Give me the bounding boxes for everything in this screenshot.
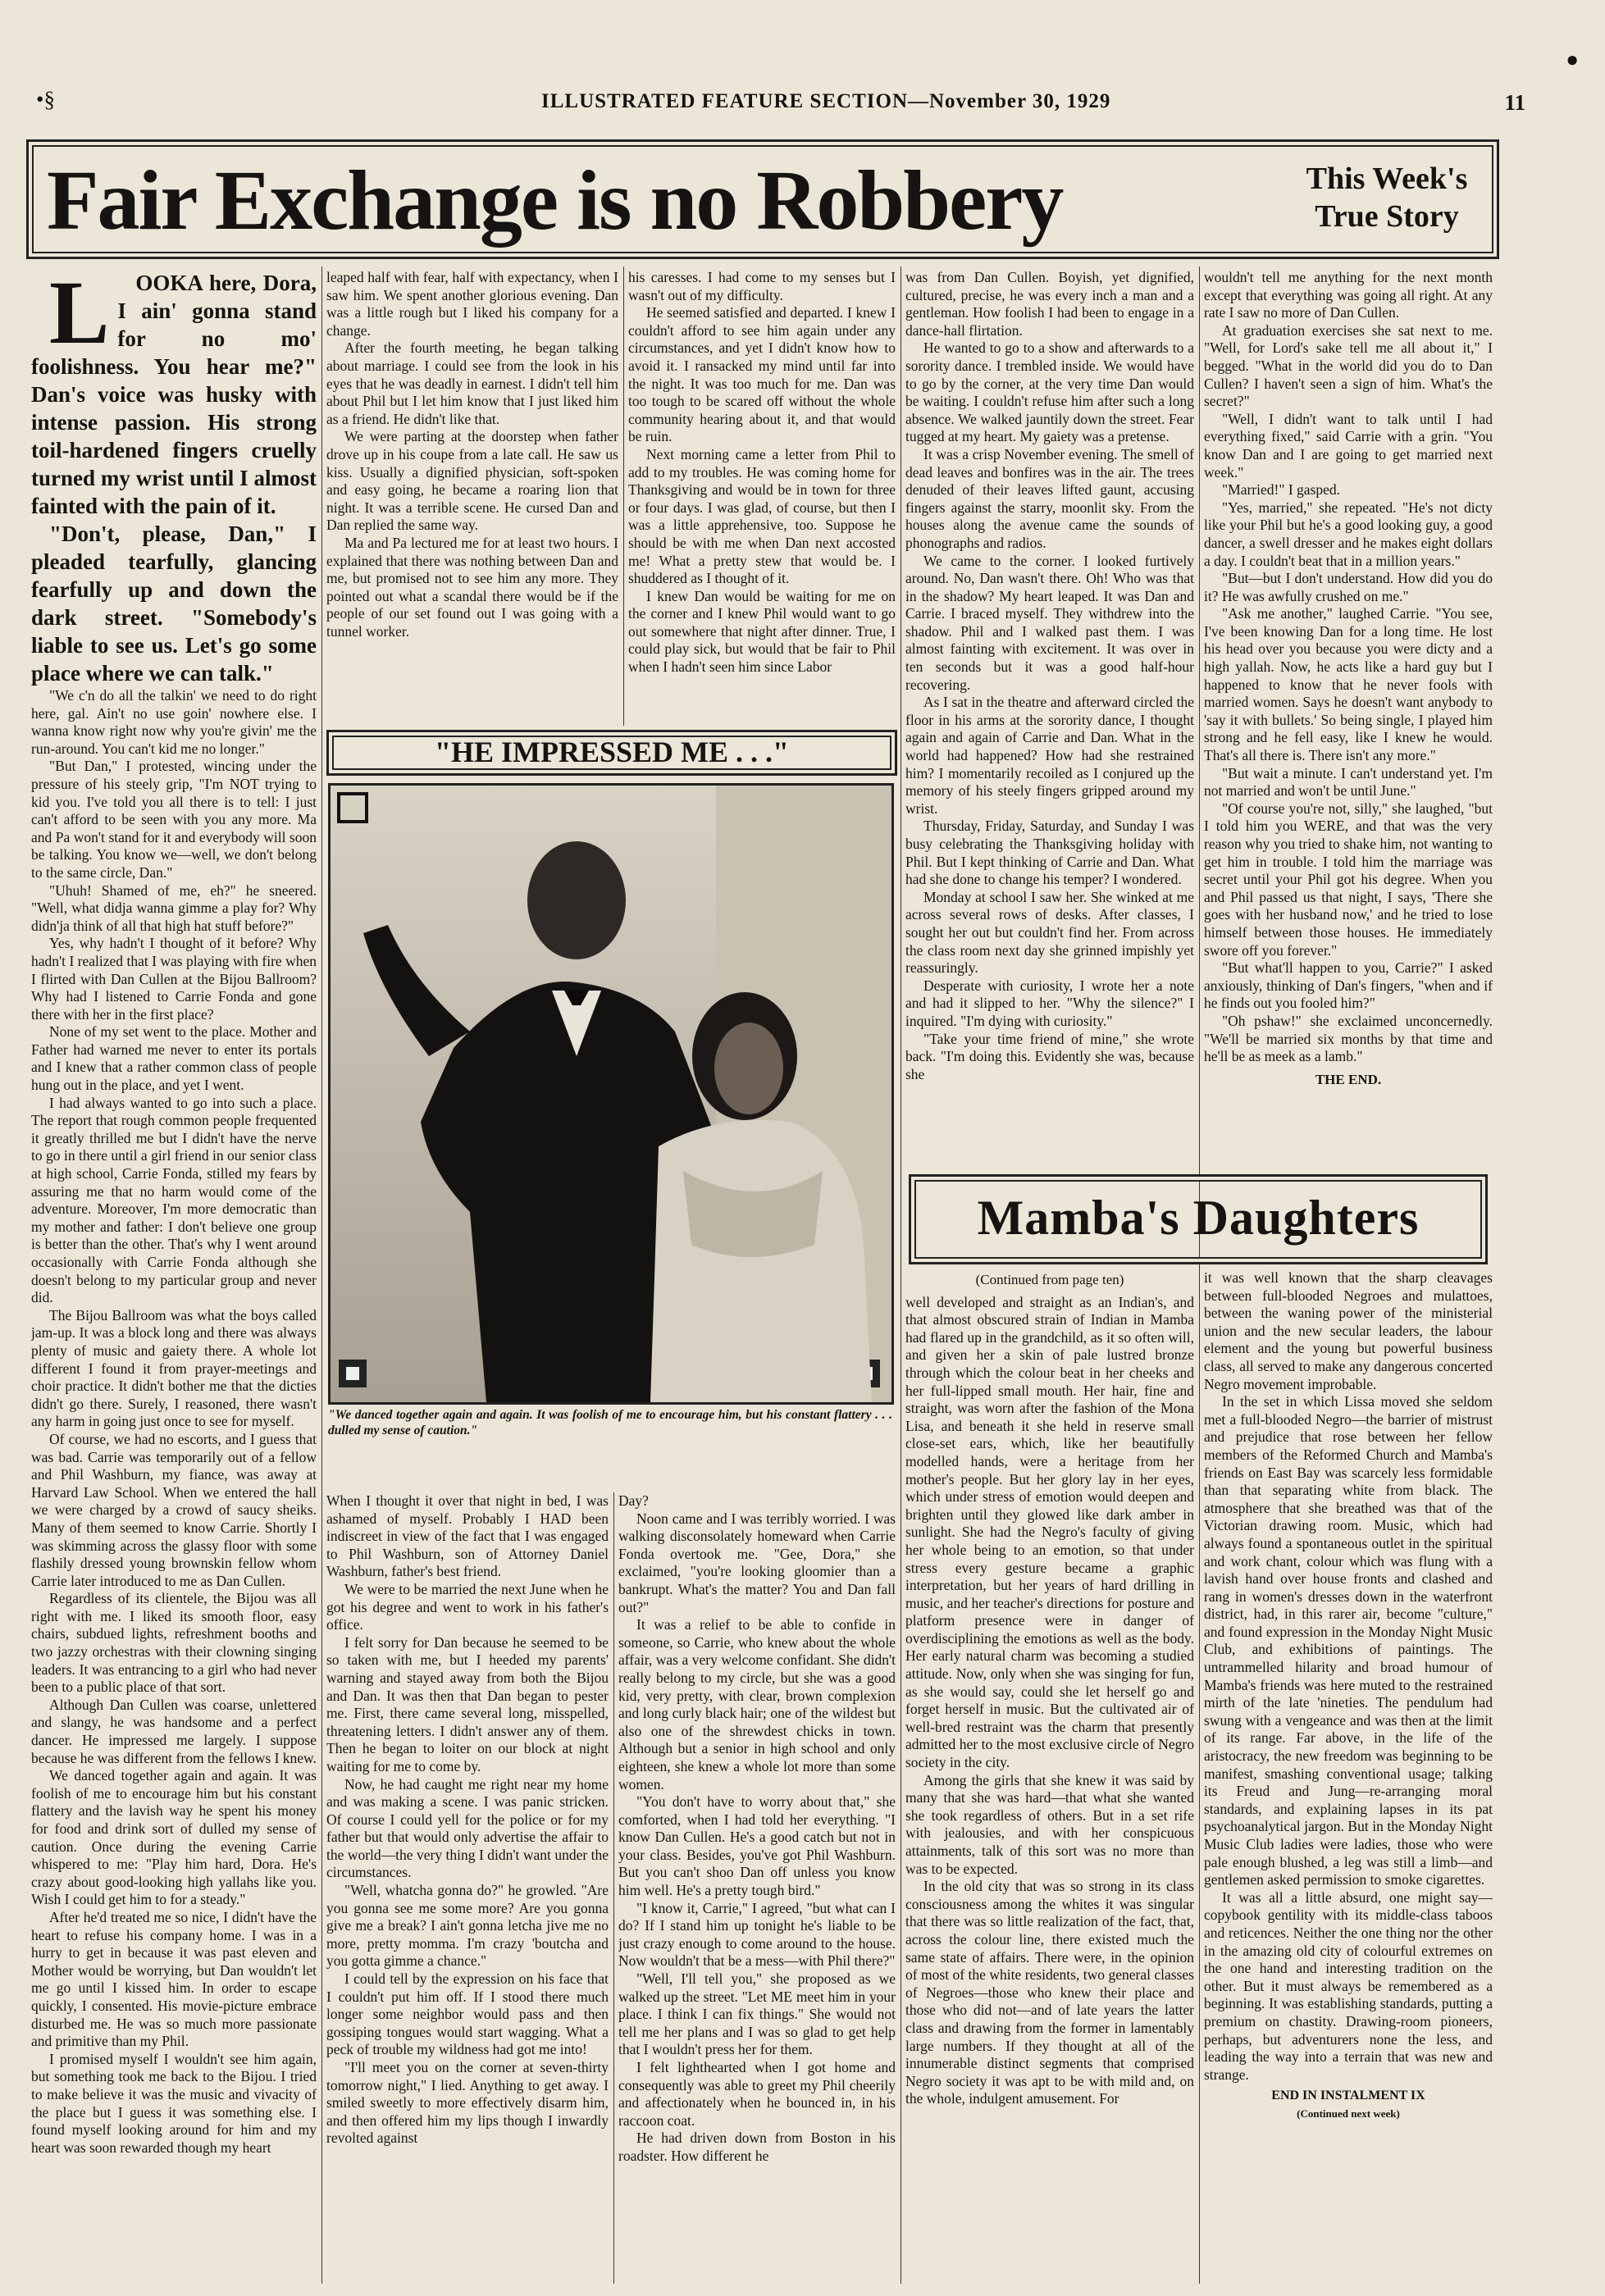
subtitle-line-1: This Week's <box>1306 162 1468 196</box>
paragraph: Of course, we had no escorts, and I guess that was bad. Carrie was temporarily out of a fellow and Phil Washburn, my fiance, was away at Harvard Law School. When we entered the hall we were charged by a crowd of saucy sheiks. Many of them seemed to know Carrie. Shortly I was skimming across the glassy floor with some flashily dressed young brownskin fellow whom Carrie later introduced to me as Dan Cullen. <box>31 1430 317 1589</box>
page-number: 11 <box>1504 90 1525 115</box>
column-rule <box>613 1492 614 2284</box>
story-column-4 <box>905 269 1194 1128</box>
paragraph: was from Dan Cullen. Boyish, yet dignified, cultured, precise, he was every inch a man and a gentleman. How foolish I had been to engage in a dance-hall flirtation. <box>905 269 1194 339</box>
paragraph: Ma and Pa lectured me for at least two hours. I explained that there was nothing between Dan and me, but promised not to see him any more. They pointed out what a scandal there would be if the people of our set found out I was going with a tunnel worker. <box>326 534 618 640</box>
mamba-title: Mamba's Daughters <box>977 1191 1420 1245</box>
column-2-lower-body <box>326 1492 609 2148</box>
column-rule <box>1199 266 1200 2284</box>
corner-ink-dot: ● <box>1566 48 1579 71</box>
column-2-top-body <box>326 269 618 640</box>
story-column-3-top <box>628 269 896 727</box>
story-column-3-lower <box>618 1492 896 2280</box>
running-head: ILLUSTRATED FEATURE SECTION—November 30, 1929 <box>541 90 1111 112</box>
mamba-column-1-body <box>905 1294 1194 2108</box>
paragraph: "Oh pshaw!" she exclaimed unconcernedly. "We'll be married six months by that time and he'll be as meek as a lamb." <box>1204 1012 1493 1065</box>
paragraph: Noon came and I was terribly worried. I was walking disconsolately homeward when Carrie Fonda overtook me. "Gee, Dora," she exclaimed, "you're looking gloomier than a bankrupt. What's the matter? You and Dan fall out?" <box>618 1510 896 1615</box>
paragraph: When I thought it over that night in bed, I was ashamed of myself. Probably I HAD been indiscreet in view of the fact that I was engaged to Phil Washburn, son of Attorney Daniel Washburn, father's best friend. <box>326 1492 609 1580</box>
paragraph: well developed and straight as an Indian's, and that almost obscured strain of Indian in Mamba had flared up in the grandchild, as it so often will, and given her a skin of pale lustred bronze through which the colour beat in her cheeks and her full-lipped small mouth. Her hair, fine and straight, was worn after the fashion of the Mona Lisa, and beneath it she held in reserve small close-set ears, which, like her beautifully modelled hands, were a heritage from her mother's people. But her glory lay in her eyes, which under stress of emotion would deepen and brighten until they glowed like dark amber in sunlight. She had the Negro's faculty of giving her whole being to an emotion, so that under stress every gesture became a graphic interpretation, but her years of hard drilling in music, and her teacher's directions for posture and platform presence were in danger of overdisciplining the emotions as well as the body. Her early natural charm was becoming a studied attitude. Now, only when she was singing for fun, as she would say, could she let herself go and forget herself in music. But the cultivated air of well-bred restraint was the charm that presently admitted her to the most exclusive circle of Negro society in the city. <box>905 1293 1194 1771</box>
paragraph: Thursday, Friday, Saturday, and Sunday I was busy celebrating the Thanksgiving holiday with Phil. But I kept thinking of Carrie and Dan. What had she done to change his temper? I wondered. <box>905 818 1194 888</box>
paragraph: Yes, why hadn't I thought of it before? Why hadn't I realized that I was playing with fire when I flirted with Dan Cullen at the Bijou Ballroom? Why had I listened to Carrie Fonda and gone there with her in the first place? <box>31 935 317 1023</box>
paragraph: I could tell by the expression on his face that I couldn't put him off. If I stood there much longer some neighbor would pass and then gossiping tongues would start wagging. What a peck of trouble my wildness had got me into! <box>326 1970 609 2058</box>
paragraph: It was all a little absurd, one might say—copybook gentility with its middle-class taboos and reticences. Neither the one thing nor the other in the amazing old city of colourful extremes on the one hand and interesting tradition on the other. But it must always be remembered as a beginning. It was establishing standards, putting a premium on chastity. Drawing-room pioneers, perhaps, but adventurers none the less, and leading the way into a terrain that was new and strange. <box>1204 1888 1493 2083</box>
page-header <box>33 87 1525 123</box>
paragraph: "Well, I didn't want to talk until I had everything fixed," said Carrie with a grin. "You know Dan and I are going to get married next week." <box>1204 410 1493 481</box>
column-4-body <box>905 269 1194 1083</box>
paragraph: I had always wanted to go into such a place. The report that rough common people frequented it greatly thrilled me but I didn't have the nerve to go in there until a girl friend in our senior class at high school, Carrie Fonda, stilled my fears by assuring me that no harm would come of the adventure. Moreover, I'm more democratic than my mother and father: I don't believe one group is better than the other. That's why I went around occasionally with Carrie Fonda although she doesn't belong to my particular group and never did. <box>31 1094 317 1306</box>
paragraph: As I sat in the theatre and afterward circled the floor in his arms at the sorority dance, I thought again and again of Carrie and Dan. What in the world had happened? How had she restrained him? I momentarily recoiled as I conjured up the memory of his steely fingers gripped around my wrist. <box>905 694 1194 817</box>
paragraph: After the fourth meeting, he began talking about marriage. I could see from the look in his eyes that he was deadly in earnest. I didn't tell him about Phil but I let him know that I just liked him as a friend. He didn't like that. <box>326 339 618 427</box>
paragraph: He wanted to go to a show and afterwards to a sorority dance. I trembled inside. We would have to go by the corner, at the very time Dan would be waiting. I couldn't refuse him after such a long absence. We walked jauntily down the street. Fear tugged at my heart. My gaiety was a pretense. <box>905 339 1194 445</box>
paragraph: Monday at school I saw her. She winked at me across several rows of desks. After classes, I sought her out but couldn't find her. From across the class room next day she grinned impishly yet reassuringly. <box>905 888 1194 977</box>
paragraph: The Bijou Ballroom was what the boys called jam-up. It was a block long and there was always plenty of music and gaiety there. A whole lot different I found it from prayer-meetings and choir practice. It didn't bother me that the dicties didn't go there. Surely, I reasoned, there wasn't any harm in going just once to see for myself. <box>31 1306 317 1430</box>
paragraph: We were to be married the next June when he got his degree and went to work in his father's office. <box>326 1580 609 1633</box>
paragraph: Now, he had caught me right near my home and was making a scene. I was panic stricken. Of course I could yell for the police or for my father but that would only advertise the affair to the world—the very thing I didn't want under the circumstances. <box>326 1775 609 1881</box>
paragraph: Among the girls that she knew it was said by many that she was hard—that what she wanted she took regardless of others. But in a set rife with jealousies, and with her conspicuous attainments, talk of this sort was no more than was to be expected. <box>905 1771 1194 1877</box>
paragraph: Day? <box>618 1492 649 1509</box>
paragraph: I felt lighthearted when I got home and consequently was able to greet my Phil cheerily and affectionately when he bounced in, in his raccoon coat. <box>618 2059 896 2129</box>
story-subtitle <box>1288 160 1485 235</box>
mamba-title-box <box>909 1174 1488 1264</box>
paragraph: "I know it, Carrie," I agreed, "but what can I do? If I stand him up tonight he's liable to be just crazy enough to come around to the house. Now wouldn't that be a mess—with Phil there?" <box>618 1899 896 1970</box>
paragraph: leaped half with fear, half with expectancy, when I saw him. We spent another glorious evening. Dan was a little rough but I liked his company for a change. <box>326 269 618 339</box>
mamba-continued-from: (Continued from page ten) <box>975 1272 1124 1287</box>
paragraph: Although Dan Cullen was coarse, unlettered and slangy, he was handsome and a perfect dancer. He impressed me largely. I suppose because he was different from the fellows I knew. <box>31 1696 317 1766</box>
mamba-column-2 <box>1204 1269 1493 2280</box>
the-end: THE END. <box>1315 1071 1382 1087</box>
paragraph: None of my set went to the place. Mother and Father had warned me never to enter its portals and I knew that a rather common class of people hung out in the place, and yet I went. <box>31 1023 317 1094</box>
continued-next-week: (Continued next week) <box>1297 2107 1400 2120</box>
story-column-2-lower <box>326 1492 609 2280</box>
photo-headline-box <box>326 730 897 776</box>
story-column-2-top <box>326 269 618 727</box>
column-3-top-body <box>628 269 896 676</box>
column-5-body <box>1204 269 1493 1066</box>
paragraph: "But—but I don't understand. How did you do it? He was awfully crushed on me." <box>1204 570 1493 604</box>
paragraph: Next morning came a letter from Phil to add to my troubles. He was coming home for Thanksgiving and would be in town for three or four days. I was glad, of course, but then I was a little apprehensive, too. Suppose he should be with me when Dan next accosted me! What a pretty stew that would be. I shuddered as I thought of it. <box>628 445 896 587</box>
paragraph: "Ask me another," laughed Carrie. "You see, I've been knowing Dan for a long time. He lost his head over you because you were dicty and a high yallah. Now, he acts like a hard guy but I happened to know that he never fools with married women. Says he doesn't want anybody to 'say it with bullets.' So being single, I played him strong and he fell easy, like I knew he would. That's all there is. There isn't any more." <box>1204 605 1493 764</box>
paragraph: "Well, I'll tell you," she proposed as we walked up the street. "Let ME meet him in your place. I think I can fix things." She would not tell me her plans and I was so glad to get help that I wouldn't press her for them. <box>618 1970 896 2058</box>
paragraph: "I'll meet you on the corner at seven-thirty tomorrow night," I lied. Anything to get away. I smiled sweetly to more effectively disarm him, and then offered him my lips though I inwardly revolted against <box>326 2059 609 2147</box>
photo-headline: "HE IMPRESSED ME . . ." <box>434 736 790 768</box>
header-mark: •§ <box>36 87 55 112</box>
paragraph: In the set in which Lissa moved she seldom met a full-blooded Negro—the barrier of mistrust and prejudice that rose between her fellow members of the Reformed Church and Mamba's friends on East Bay was scarcely less formidable than that separating white from black. The atmosphere that she breathed was that of the Victorian drawing room. Music, which had always found a spontaneous outlet in the spiritual and work chant, colour which was flung with a lavish hand over house fronts and clashed and rang in women's dresses down in the waterfront district, had, in this rarer air, become "culture," and found expression in the Monday Night Music Club, and exhibitions of paintings. The untrammelled hilarity and broad humour of Mamba's friends was here muted to the restrained mirth of the late 'nineties. The pendulum had swung with a vengeance and was then at the limit of its range. Far above, in the life of the aristocracy, the new freedom was beginning to be manifest, smashing conventional usage; talking its Freud and Jung—re-arranging moral standards, and explaining lapses in its pat psychoanalytical jargon. But in the Monday Night Music Club ladies were ladies, those who were pale enough blushed, a leg was still a limb—and gentlemen asked permission to smoke cigarettes. <box>1204 1393 1493 1888</box>
column-1-body <box>31 687 317 2157</box>
paragraph: After he'd treated me so nice, I didn't have the heart to refuse his company home. I was in a hurry to get in because it was past eleven and Mother would be worrying, but Dan wouldn't let me go until I kissed him. In order to escape quickly, I consented. His movie-picture embrace disturbed me. He was so much more passionate and primitive than my Phil. <box>31 1908 317 2050</box>
paragraph: He seemed satisfied and departed. I knew I couldn't afford to see him again under any circumstances, and yet I didn't know how to avoid it. I ransacked my mind until far into the night. It was too much for me. Dan was too tough to be scared off without the whole community hearing about it, and that would be ruin. <box>628 304 896 445</box>
paragraph: "We c'n do all the talkin' we need to do right here, gal. Ain't no use goin' nowhere else. I wanna know right now why you're givin' me the run-around. You can't kid me no longer." <box>31 687 317 757</box>
paragraph: In the old city that was so strong in its class consciousness among the whites it was singular that there was so little realization of the fact, that, across the colour line, there existed much the same state of affairs. There were, in the opinion of most of the white residents, two general classes of Negroes—those who knew their place and those who did not—and of late years the latter class and drawing from the former in lamentably large numbers. If they thought at all of the innumerable distinct segments that comprised Negro society it was apt to be with mild and, on the whole, indulgent amusement. For <box>905 1878 1194 2107</box>
paragraph: "Yes, married," she repeated. "He's not dicty like your Phil but he's a good looking guy, a good dancer, a swell dresser and he makes eight dollars a day. I couldn't beat that in a million years." <box>1204 499 1493 569</box>
column-3-lower-body <box>618 1492 896 2166</box>
paragraph: it was well known that the sharp cleavages between full-blooded Negroes and mulattoes, between the waning power of the ministerial union and the new secular leaders, the labour element and the young but powerful business class, all served to make any dangerous concerted Negro movement improbable. <box>1204 1269 1493 1392</box>
paragraph: wouldn't tell me anything for the next month except that everything was going all right. At any rate I saw no more of Dan Cullen. <box>1204 269 1493 321</box>
paragraph: I knew Dan would be waiting for me on the corner and I knew Phil would want to go out somewhere that night after dinner. True, I could play sick, but would that be fair to Phil when I hadn't seen him since Labor <box>628 587 896 676</box>
paragraph: I promised myself I wouldn't see him again, but something took me back to the Bijou. I tried to make believe it was the music and vivacity of the place but I guess it was something else. I found myself looking around for him and my heart was soon rewarded though my heart <box>31 2050 317 2156</box>
story-column-5 <box>1204 269 1493 1138</box>
paragraph: "Take your time friend of mine," she wrote back. "I'm doing this. Evidently she was, because she <box>905 1030 1194 1082</box>
story-photo <box>328 783 894 1405</box>
paragraph: "You don't have to worry about that," she comforted, when I had told her everything. "I know Dan Cullen. He's a good catch but not in your class. Besides, you've got Phil Washburn. But you can't shoo Dan off unless you know him well. He's a pretty tough bird." <box>618 1793 896 1899</box>
story-title: Fair Exchange is no Robbery <box>47 153 1063 248</box>
paragraph: We came to the corner. I looked furtively around. No, Dan wasn't there. Oh! Who was that in the shadow? My heart leaped. It was Dan and Carrie. I braced myself. They withdrew into the shadow. Phil and I walked past them. I was almost fainting with excitement. It was over in ten seconds but it was a good half-hour recovering. <box>905 552 1194 693</box>
paragraph: It was a relief to be able to confide in someone, so Carrie, who knew about the whole affair, was a very welcome confidant. She didn't really belong to my circle, but she was a good kid, very pretty, with clear, brown complexion and long curly black hair; one of the wildest but also one of the shrewdest chicks in town. Although but a senior in high school and only eighteen, she knew a whole lot more than some women. <box>618 1616 896 1793</box>
paragraph: I felt sorry for Dan because he seemed to be so taken with me, but I heeded my parents' warning and stayed away from both the Bijou and Dan. It was then that Dan began to pester me. First, there came several long, misspelled, threatening letters. I didn't answer any of them. Then he began to loiter on our block at night waiting for me to come by. <box>326 1633 609 1774</box>
paragraph: He had driven down from Boston in his roadster. How different he <box>618 2130 896 2164</box>
photo-illustration <box>331 786 891 1402</box>
column-rule <box>623 266 624 726</box>
lead-paragraph-2: "Don't, please, Dan," I pleaded tearfully, glancing fearfully up and down the dark street. "Somebody's liable to see us. Let's go some place where we can talk." <box>31 522 317 686</box>
mamba-column-2-body <box>1204 1269 1493 2084</box>
paragraph: At graduation exercises she sat next to me. "Well, for Lord's sake tell me all about it," I begged. "What in the world did you do to Dan Cullen? I haven't seen a sign of him. What's the secret?" <box>1204 321 1493 410</box>
paragraph: It was a crisp November evening. The smell of dead leaves and bonfires was in the air. The trees denuded of their leaves lifted gaunt, accusing fingers against the starry, moonlit sky. From the houses along the avenue came the sounds of phonographs and radios. <box>905 445 1194 551</box>
paragraph: "But wait a minute. I can't understand yet. I'm not married and won't be until June." <box>1204 764 1493 800</box>
lead-text-1: OOKA here, Dora, I ain' gonna stand for no mo' foolishness. You hear me?" Dan's voice was husky with intense passion. His strong toil-hardened fingers cruelly turned my wrist until I almost fainted with the pain of it. <box>31 271 317 518</box>
paragraph: "Of course you're not, silly," she laughed, "but I told him you WERE, and that was the very reason why you tried to shake him, not wanting to get him in trouble. I told him the marriage was secret until your Phil got his degree. When you and Phil passed us that night, I says, 'There she goes with her husband now,' and he tried to lose himself between those houses. He immediately swore off you forever." <box>1204 800 1493 959</box>
mamba-column-1 <box>905 1269 1194 2280</box>
paragraph: his caresses. I had come to my senses but I wasn't out of my difficulty. <box>628 269 896 303</box>
paragraph: "Well, whatcha gonna do?" he growled. "Are you gonna see me some more? Are you gonna give me a break? I ain't gonna letcha jive me no more, pretty momma. I'm crazy 'boutcha and you gotta gimme a chance." <box>326 1882 609 1970</box>
paragraph: We danced together again and again. It was foolish of me to encourage him but his constant flattery and the lavish way he spent his money for food and drink sort of dulled my sense of caution. Once during the evening Carrie whispered to me: "Play him hard, Dora. He's crazy about good-looking high yallahs like you. Wish I could get him to for a steady." <box>31 1767 317 1908</box>
paragraph: We were parting at the doorstep when father drove up in his coupe from a late call. He saw us kiss. Usually a dignified physician, soft-spoken and easy going, he became a roaring lion that night. It was a terrible scene. He cursed Dan and Dan replied the same way. <box>326 428 618 534</box>
paragraph: Regardless of its clientele, the Bijou was all right with me. I liked its smooth floor, easy chairs, subdued lights, refreshment booths and two jazzy orchestras with their clowning singing leaders. It was entrancing to a girl who had never been to a public place of that sort. <box>31 1590 317 1696</box>
lead-paragraph-1 <box>31 269 317 520</box>
subtitle-line-2: True Story <box>1315 199 1459 234</box>
paragraph: "But Dan," I protested, wincing under the pressure of his steely grip, "I'm NOT trying to kid you. I've told you all there is to tell: I just can't afford to be seen with you any more. Ma and Pa won't stand for it and everybody will soon be talking. You know we—well, we don't belong to the same circle, Dan." <box>31 758 317 881</box>
drop-cap: L <box>49 269 110 362</box>
end-installment: END IN INSTALMENT IX <box>1271 2089 1425 2103</box>
photo-caption: "We danced together again and again. It was foolish of me to encourage him, but his constant flattery . . . dulled my sense of caution." <box>328 1408 892 1437</box>
paragraph: "Married!" I gasped. <box>1222 481 1341 499</box>
paragraph: "But what'll happen to you, Carrie?" I asked anxiously, thinking of Dan's fingers, "when and if he finds out you fooled him?" <box>1204 959 1493 1012</box>
story-column-1 <box>31 269 317 2280</box>
column-rule <box>321 266 322 2284</box>
paragraph: "Uhuh! Shamed of me, eh?" he sneered. "Well, what didja wanna gimme a play for? Why didn'ja think of all that high hat stuff before?" <box>31 882 317 934</box>
paragraph: Desperate with curiosity, I wrote her a note and had it slipped to her. "Why the silence?" I inquired. "I'm dying with curiosity." <box>905 977 1194 1029</box>
story-banner <box>26 139 1499 259</box>
